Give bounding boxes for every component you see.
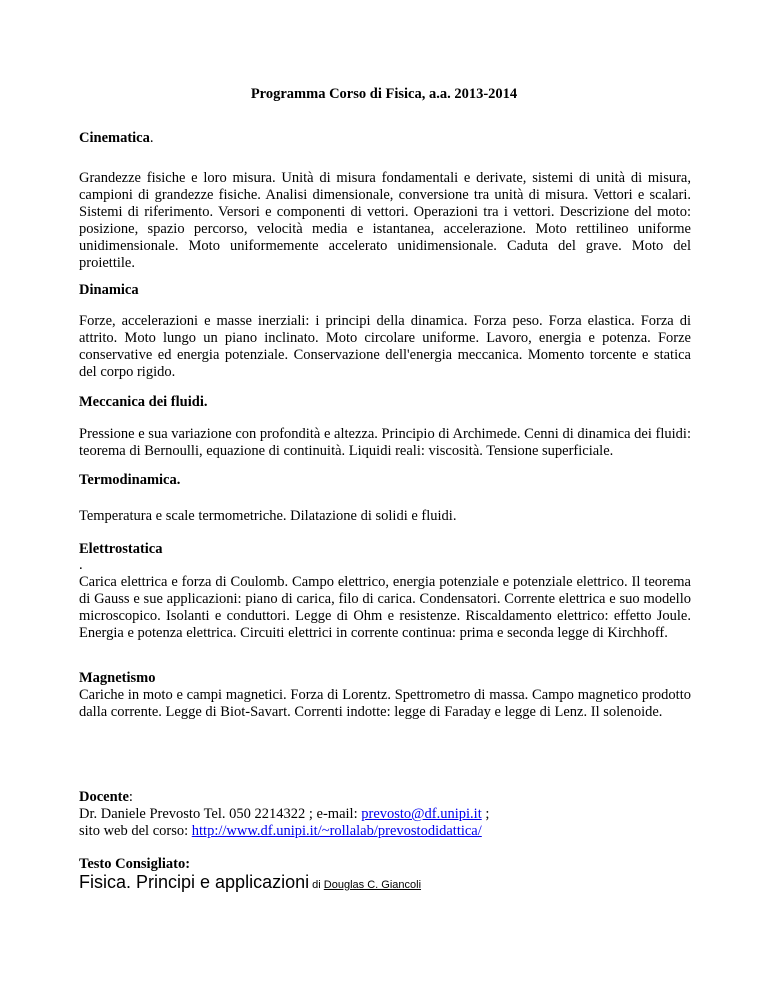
docente-contact-text: Dr. Daniele Prevosto Tel. 050 2214322 ; e-mail: bbox=[79, 806, 362, 822]
docente-colon: : bbox=[128, 789, 133, 805]
docente-contact-line bbox=[79, 806, 691, 823]
website-label: sito web del corso: bbox=[79, 823, 192, 839]
cinematica-body: Grandezze fisiche e loro misura. Unità di misura fondamentali e derivate, sistemi di unità di misura, campioni di grandezze fisiche. Analisi dimensionale, conversione tra unità di misura. Vettori e scalari. Sistemi di riferimento. Versori e componenti di vettori. Operazioni tra i vettori. Descrizione del moto: posizione, spazio percorso, velocità media e istantanea, accelerazione. Moto rettilineo uniforme unidimensionale. Moto uniformemente accelerato unidimensionale. Caduta del grave. Moto del proiettile. bbox=[79, 170, 691, 271]
dinamica-heading: Dinamica bbox=[79, 282, 139, 298]
book-line bbox=[79, 872, 691, 895]
book-author: Douglas C. Giancoli bbox=[323, 879, 422, 891]
elettrostatica-body: Carica elettrica e forza di Coulomb. Campo elettrico, energia potenziale e potenziale elettrico. Il teorema di Gauss e sue applicazioni: piano di carica, filo di carica. Condensatori. Corrente elettrica e suo modello microscopico. Isolanti e conduttori. Legge di Ohm e resistenze. Riscaldamento elettrico: effetto Joule. Energia e potenza elettrica. Circuiti elettrici in corrente continua: prima e seconda legge di Kirchhoff. bbox=[79, 574, 691, 641]
docente-heading-line bbox=[79, 789, 691, 806]
document-title: Programma Corso di Fisica, a.a. 2013-2014 bbox=[250, 86, 518, 102]
termodinamica-body: Temperatura e scale termometriche. Dilatazione di solidi e fluidi. bbox=[79, 508, 457, 524]
email-link[interactable]: prevosto@df.unipi.it bbox=[361, 806, 482, 822]
dinamica-body: Forze, accelerazioni e masse inerziali: i principi della dinamica. Forza peso. Forza elastica. Forza di attrito. Moto lungo un piano inclinato. Moto circolare uniforme. Lavoro, energia e potenza. Forze conservative ed energia potenziale. Conservazione dell'energia meccanica. Momento torcente e statica del corpo rigido. bbox=[79, 313, 691, 380]
book-title: Fisica. Principi e applicazioni bbox=[79, 872, 310, 892]
website-link[interactable]: http://www.df.unipi.it/~rollalab/prevostodidattica/ bbox=[191, 823, 482, 839]
magnetismo-heading: Magnetismo bbox=[79, 670, 156, 686]
elettrostatica-heading: Elettrostatica bbox=[79, 541, 163, 557]
website-line bbox=[79, 823, 691, 840]
fluidi-body: Pressione e sua variazione con profondità e altezza. Principio di Archimede. Cenni di dinamica dei fluidi: teorema di Bernoulli, equazione di continuità. Liquidi reali: viscosità. Tensione superficiale. bbox=[79, 426, 691, 459]
book-by: di bbox=[309, 879, 324, 891]
cinematica-heading: Cinematica bbox=[79, 130, 150, 146]
testo-heading: Testo Consigliato: bbox=[79, 856, 191, 872]
cinematica-heading-line bbox=[79, 130, 691, 147]
cinematica-heading-dot: . bbox=[149, 130, 154, 146]
elettrostatica-dot: . bbox=[79, 557, 83, 573]
magnetismo-body: Cariche in moto e campi magnetici. Forza di Lorentz. Spettrometro di massa. Campo magnetico prodotto dalla corrente. Legge di Biot-Savart. Correnti indotte: legge di Faraday e legge di Lenz. Il solenoide. bbox=[79, 687, 691, 720]
termodinamica-heading: Termodinamica. bbox=[79, 472, 181, 488]
fluidi-heading: Meccanica dei fluidi. bbox=[79, 394, 208, 410]
docente-contact-suffix: ; bbox=[481, 806, 490, 822]
docente-heading: Docente bbox=[79, 789, 129, 805]
